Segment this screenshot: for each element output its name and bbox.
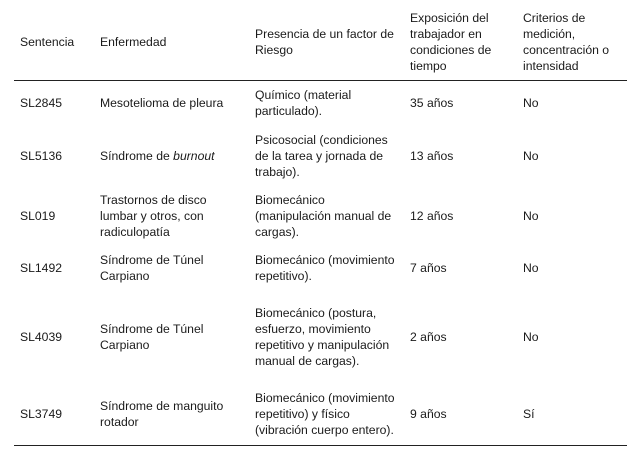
table-body — [14, 80, 627, 445]
sentencias-table — [14, 0, 627, 446]
table-header — [14, 0, 627, 80]
cell-sentencia: SL5136 — [20, 149, 63, 163]
table-row — [14, 126, 627, 186]
cell-exposicion: 2 años — [410, 330, 447, 344]
cell-factor: Químico (material particulado). — [255, 88, 352, 119]
cell-enfermedad: Síndrome de Túnel Carpiano — [100, 252, 204, 283]
table-row — [14, 290, 627, 384]
table-row — [14, 245, 627, 290]
cell-sentencia: SL4039 — [20, 330, 63, 344]
table-row — [14, 80, 627, 126]
cell-enfermedad — [94, 126, 249, 186]
cell-criterios: No — [523, 149, 539, 163]
cell-enfermedad: Trastornos de disco lumbar y otros, con radiculopatía — [100, 192, 207, 239]
header-criterios: Criterios de medición, concentración o intensidad — [517, 0, 627, 80]
cell-criterios: No — [523, 330, 539, 344]
cell-factor: Biomecánico (movimiento repetitivo) y físico (vibración cuerpo entero). — [249, 384, 404, 445]
cell-exposicion: 9 años — [404, 384, 517, 445]
cell-criterios: Sí — [517, 384, 627, 445]
cell-sentencia: SL2845 — [20, 96, 63, 111]
cell-criterios: No — [523, 260, 539, 275]
cell-exposicion: 13 años — [410, 149, 454, 163]
header-sentencia: Sentencia — [14, 0, 94, 80]
cell-enfermedad: Síndrome de manguito rotador — [94, 384, 249, 445]
cell-sentencia: SL1492 — [20, 260, 63, 275]
cell-criterios: No — [523, 96, 539, 111]
header-exposicion: Exposición del trabajador en condiciones de tiempo — [404, 0, 517, 80]
cell-enfermedad: Mesotelioma de pleura — [100, 96, 224, 111]
table-row — [14, 384, 627, 445]
cell-factor: Biomecánico (postura, esfuerzo, movimiento repetitivo y manipulación manual de cargas). — [255, 306, 390, 368]
cell-sentencia: SL3749 — [14, 384, 94, 445]
cell-factor: Biomecánico (movimiento repetitivo). — [255, 252, 395, 283]
enfermedad-prefix: Síndrome de — [100, 149, 174, 163]
cell-exposicion: 35 años — [410, 96, 454, 111]
cell-exposicion: 12 años — [410, 208, 454, 223]
cell-exposicion: 7 años — [410, 260, 447, 275]
cell-sentencia: SL019 — [20, 208, 56, 223]
enfermedad-italic: burnout — [173, 149, 215, 163]
table-row — [14, 186, 627, 245]
cell-factor: Biomecánico (manipulación manual de cargas). — [255, 192, 392, 239]
cell-enfermedad: Síndrome de Túnel Carpiano — [100, 322, 204, 352]
cell-criterios: No — [523, 208, 539, 223]
cell-factor: Psicosocial (condiciones de la tarea y jornada de trabajo). — [255, 133, 388, 179]
header-factor-riesgo: Presencia de un factor de Riesgo — [249, 0, 404, 80]
header-enfermedad: Enfermedad — [94, 0, 249, 80]
